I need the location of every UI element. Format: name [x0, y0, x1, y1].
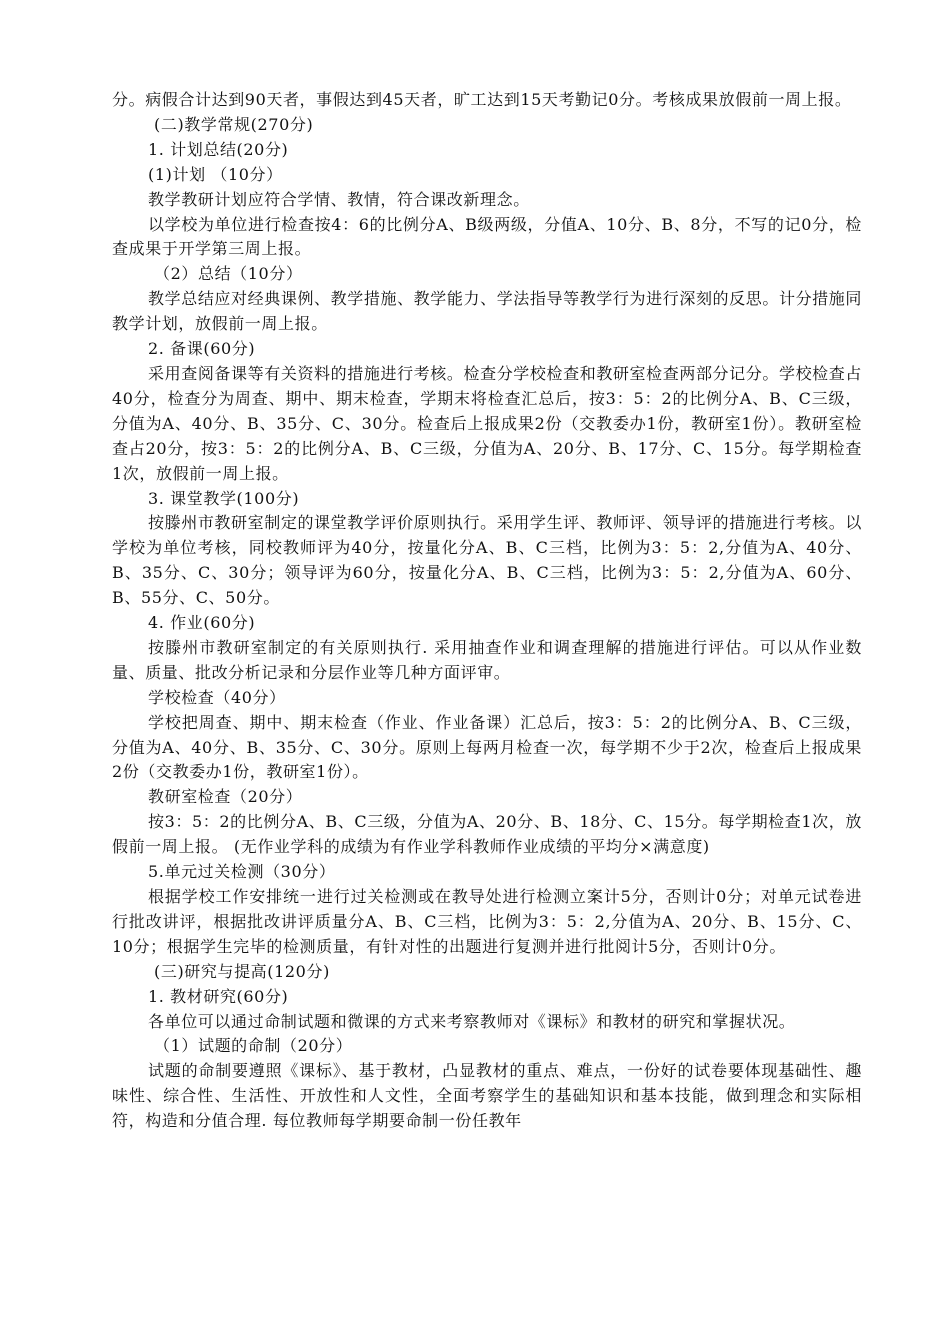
subsection-heading: 2. 备课(60分): [148, 339, 256, 359]
subsection-heading: 教研室检查（20分）: [148, 787, 303, 807]
paragraph: 按3：5：2的比例分A、B、C三级，分值为A、20分、B、18分、C、15分。每学期检查1次，放假前一周上报。 (无作业学科的成绩为有作业学科教师作业成绩的平均分×满意度): [112, 812, 862, 857]
paragraph: 学校把周查、期中、期末检查（作业、作业备课）汇总后，按3：5：2的比例分A、B、C三级，分值为A、40分、B、35分、C、30分。原则上每两月检查一次，每学期不少于2次，检查后上报成果2份（交教委办1份，教研室1份）。: [112, 712, 862, 782]
subsection-heading: 3. 课堂教学(100分): [148, 488, 300, 508]
paragraph: 采用查阅备课等有关资料的措施进行考核。检查分学校检查和教研室检查两部分记分。学校检查占40分，检查分为周查、期中、期末检查，学期末将检查汇总后，按3：5：2的比例分A、B、C三级，分值为A、40分、B、35分、C、30分。检查后上报成果2份（交教委办1份，教研室1份）。教研室检查占20分，按3：5：2的比例分A、B、C三级，分值为A、20分、B、17分、C、15分。每学期检查1次，放假前一周上报。: [112, 363, 862, 483]
section-heading: (三)研究与提高(120分): [154, 961, 330, 981]
subsection-heading: 1. 教材研究(60分): [148, 986, 289, 1006]
paragraph: 按滕州市教研室制定的有关原则执行. 采用抽查作业和调查理解的措施进行评估。可以从作业数量、质量、批改分析记录和分层作业等几种方面评审。: [112, 637, 862, 682]
paragraph: 按滕州市教研室制定的课堂教学评价原则执行。采用学生评、教师评、领导评的措施进行考核。以学校为单位考核，同校教师评为40分，按量化分A、B、C三档，比例为3：5：2,分值为A、40分、B、35分、C、30分；领导评为60分，按量化分A、B、C三档，比例为3：5：2,分值为A、60分、B、55分、C、50分。: [112, 513, 862, 608]
paragraph: 各单位可以通过命制试题和微课的方式来考察教师对《课标》和教材的研究和掌握状况。: [148, 1011, 796, 1031]
subsection-heading: （1）试题的命制（20分）: [154, 1036, 353, 1056]
subsection-heading: 5.单元过关检测（30分）: [148, 862, 336, 882]
subsection-heading: （2）总结（10分）: [154, 264, 303, 284]
subsection-heading: 4. 作业(60分): [148, 613, 256, 633]
paragraph: 根据学校工作安排统一进行过关检测或在教导处进行检测立案计5分，否则计0分；对单元试卷进行批改讲评，根据批改讲评质量分A、B、C三档，比例为3：5：2,分值为A、20分、B、15分、C、10分；根据学生完毕的检测质量，有针对性的出题进行复测并进行批阅计5分，否则计0分。: [112, 887, 862, 956]
subsection-heading: 1. 计划总结(20分): [148, 139, 289, 159]
subsection-heading: 学校检查（40分）: [148, 687, 286, 707]
paragraph: 以学校为单位进行检查按4：6的比例分A、B级两级，分值A、10分、B、8分，不写的记0分，检查成果于开学第三周上报。: [112, 214, 862, 259]
document-page: [112, 88, 862, 1134]
paragraph: 试题的命制要遵照《课标》、基于教材，凸显教材的重点、难点，一份好的试卷要体现基础性、趣味性、综合性、生活性、开放性和人文性，全面考察学生的基础知识和基本技能，做到理念和实际相符，构造和分值合理. 每位教师每学期要命制一份任教年: [112, 1061, 862, 1131]
section-heading: (二)教学常规(270分): [154, 114, 314, 134]
paragraph: 分。病假合计达到90天者，事假达到45天者，旷工达到15天考勤记0分。考核成果放假前一周上报。: [112, 90, 852, 109]
paragraph: 教学教研计划应符合学情、教情，符合课改新理念。: [148, 189, 530, 209]
subsection-heading: (1)计划 （10分）: [148, 164, 283, 184]
paragraph: 教学总结应对经典课例、教学措施、教学能力、学法指导等教学行为进行深刻的反思。计分措施同教学计划，放假前一周上报。: [112, 289, 862, 334]
